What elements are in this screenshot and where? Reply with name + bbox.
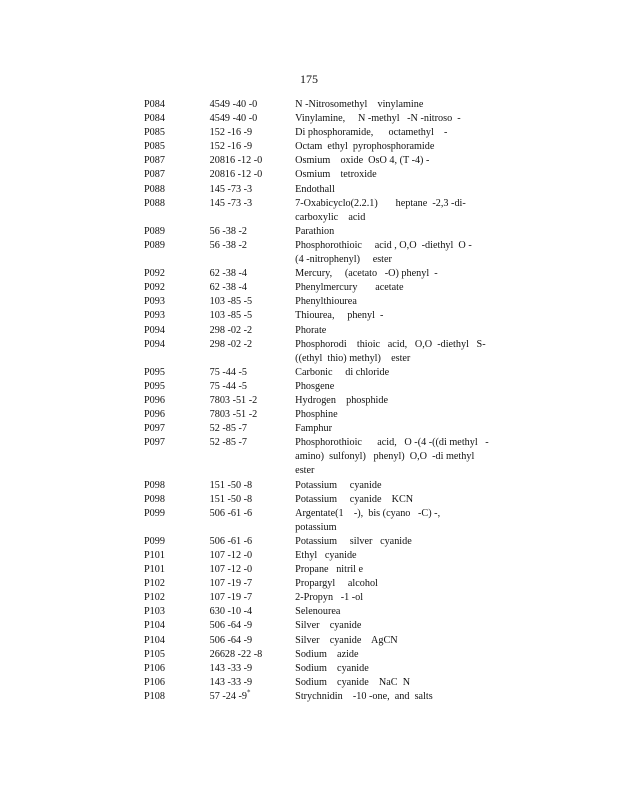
substance-name: Mercury, (acetato -O) phenyl -: [295, 268, 438, 280]
table-row: [144, 154, 504, 168]
table-row: [144, 648, 504, 662]
cas-number: 4549 -40 -0: [209, 99, 258, 110]
cas-number: 62 -38 -4: [209, 282, 247, 294]
waste-code: P105: [144, 648, 165, 660]
cas-number: 7803 -51 -2: [209, 394, 258, 406]
waste-code: P101: [144, 564, 165, 576]
waste-code: P099: [144, 535, 165, 547]
cas-number: 145 -73 -3: [209, 197, 253, 209]
table-row: [144, 619, 504, 633]
cas-number: 298 -02 -2: [209, 324, 253, 336]
table-row: [144, 183, 504, 197]
cas-number: 107 -19 -7: [209, 592, 253, 604]
cas-number: 56 -38 -2: [209, 239, 247, 251]
cas-number: 506 -64 -9: [209, 620, 253, 632]
substance-name: Propane nitril e: [295, 564, 364, 576]
cas-number: 506 -64 -9: [209, 634, 253, 646]
table-row: [144, 436, 504, 478]
table-row: [144, 324, 504, 338]
substance-name: Silver cyanide AgCN: [295, 634, 398, 646]
waste-code: P104: [144, 620, 165, 632]
table-row: [144, 112, 504, 126]
substance-name: Thiourea, phenyl -: [295, 310, 384, 322]
substance-name: Phosphine: [295, 409, 338, 421]
table-row: [144, 168, 504, 182]
waste-code: P092: [144, 282, 165, 294]
table-row: [144, 98, 504, 112]
waste-code: P092: [144, 268, 165, 280]
table-row: [144, 309, 504, 323]
table-row: [144, 126, 504, 140]
substance-name: Silver cyanide: [295, 620, 362, 632]
cas-number: 4549 -40 -0: [209, 113, 258, 125]
waste-code: P108: [144, 690, 165, 702]
cas-number: 62 -38 -4: [209, 268, 247, 280]
substance-name: Potassium silver cyanide: [295, 535, 412, 547]
cas-number: 7803 -51 -2: [209, 409, 258, 421]
substance-name: Phosgene: [295, 380, 335, 392]
waste-code: P094: [144, 338, 165, 350]
cas-number: 75 -44 -5: [209, 380, 247, 392]
cas-number: 52 -85 -7: [209, 423, 247, 435]
substance-name: Phosphorothioic acid, O -(4 -((di methyl - amino) sulfonyl) phenyl) O,O -di methyl ester: [295, 437, 489, 477]
substance-name: Selenourea: [295, 606, 341, 618]
substance-name: Endothall: [295, 183, 335, 195]
cas-number: 152 -16 -9: [209, 127, 253, 139]
waste-code: P106: [144, 676, 165, 688]
waste-code: P087: [144, 169, 165, 181]
table-row: [144, 507, 504, 535]
table-row: [144, 605, 504, 619]
substance-name: Hydrogen phosphide: [295, 394, 388, 406]
waste-code: P102: [144, 578, 165, 590]
waste-code: P089: [144, 239, 165, 251]
table-row: [144, 225, 504, 239]
table-row: [144, 295, 504, 309]
waste-code: P096: [144, 409, 165, 421]
cas-number: 152 -16 -9: [209, 141, 253, 153]
waste-code: P084: [144, 99, 165, 110]
cas-number: 52 -85 -7: [209, 437, 247, 449]
table-row: [144, 239, 504, 267]
substance-name: Osmium oxide OsO 4, (T -4) -: [295, 155, 430, 167]
waste-code: P093: [144, 310, 165, 322]
cas-number: 298 -02 -2: [209, 338, 253, 350]
cas-number: 57 -24 -9*: [209, 688, 251, 702]
waste-code: P087: [144, 155, 165, 167]
table-row: [144, 197, 504, 225]
substance-name: Argentate(1 -), bis (cyano -C) -, potassium: [295, 507, 441, 533]
waste-code: P097: [144, 437, 165, 449]
cas-number: 151 -50 -8: [209, 493, 253, 505]
cas-number: 103 -85 -5: [209, 296, 253, 308]
waste-code: P088: [144, 183, 165, 195]
cas-number: 506 -61 -6: [209, 535, 253, 547]
table-row: [144, 422, 504, 436]
substance-name: Ethyl cyanide: [295, 550, 357, 561]
table-row: [144, 366, 504, 380]
cas-number: 20816 -12 -0: [209, 155, 263, 167]
waste-code: P093: [144, 296, 165, 308]
table-row: [144, 591, 504, 605]
cas-number: 75 -44 -5: [209, 366, 247, 378]
substance-name: Sodium cyanide NaC N: [295, 676, 411, 688]
waste-code: P101: [144, 550, 165, 561]
cas-number: 506 -61 -6: [209, 507, 253, 519]
waste-code: P094: [144, 324, 165, 336]
substance-name: Phosphorothioic acid , O,O -diethyl O - (4 -nitrophenyl) ester: [295, 239, 472, 266]
table-row: [144, 408, 504, 422]
substance-name: 7-Oxabicyclo(2.2.1) heptane -2,3 -di- carboxylic acid: [295, 197, 466, 223]
table-row: [144, 140, 504, 154]
cas-number: 107 -12 -0: [209, 564, 253, 576]
substance-name: Parathion: [295, 225, 335, 237]
substance-name: Octam ethyl pyrophosphoramide: [295, 141, 435, 153]
table-row: [144, 690, 504, 704]
table-row: [144, 577, 504, 591]
substance-name: Di phosphoramide, octamethyl -: [295, 127, 448, 139]
table-row: [144, 380, 504, 394]
substance-name: Phenylmercury acetate: [295, 282, 404, 294]
table-row: [144, 549, 504, 563]
cas-number: 107 -19 -7: [209, 578, 253, 590]
table-row: [144, 493, 504, 507]
substance-name: Strychnidin -10 -one, and salts: [295, 690, 433, 702]
substance-name: Potassium cyanide: [295, 479, 382, 491]
substance-name: N -Nitrosomethyl vinylamine: [295, 99, 424, 110]
cas-number: 107 -12 -0: [209, 550, 253, 561]
waste-code: P085: [144, 127, 165, 139]
substance-name: Propargyl alcohol: [295, 578, 378, 590]
waste-code: P089: [144, 225, 165, 237]
page-number: 175: [300, 72, 318, 86]
substance-name: Vinylamine, N -methyl -N -nitroso -: [295, 113, 461, 125]
table-row: [144, 535, 504, 549]
cas-number: 20816 -12 -0: [209, 169, 263, 181]
waste-code: P099: [144, 507, 165, 519]
waste-code: P097: [144, 423, 165, 435]
table-row: [144, 662, 504, 676]
table-row: [144, 338, 504, 366]
substance-name: Osmium tetroxide: [295, 169, 377, 181]
substance-name: Phenylthiourea: [295, 296, 357, 308]
substance-name: Carbonic di chloride: [295, 366, 390, 378]
cas-number: 103 -85 -5: [209, 310, 253, 322]
waste-code: P103: [144, 606, 165, 618]
substance-name: Sodium azide: [295, 648, 359, 660]
table-row: [144, 394, 504, 408]
cas-number: 630 -10 -4: [209, 606, 253, 618]
waste-code: P095: [144, 366, 165, 378]
substance-name: Sodium cyanide: [295, 662, 369, 674]
footnote-mark: *: [247, 688, 251, 697]
cas-number: 151 -50 -8: [209, 479, 253, 491]
waste-code: P102: [144, 592, 165, 604]
waste-code: P095: [144, 380, 165, 392]
waste-code: P106: [144, 662, 165, 674]
substance-name: Phorate: [295, 324, 327, 336]
substance-name: Phosphorodi thioic acid, O,O -diethyl S- ((ethyl thio) methyl) ester: [295, 338, 486, 364]
waste-code: P085: [144, 141, 165, 153]
waste-code: P098: [144, 479, 165, 491]
table-row: [144, 563, 504, 577]
substance-name: Potassium cyanide KCN: [295, 493, 414, 505]
cas-number: 145 -73 -3: [209, 183, 253, 195]
table-row: [144, 267, 504, 281]
substance-name: 2-Propyn -1 -ol: [295, 592, 364, 604]
waste-code: P096: [144, 394, 165, 406]
waste-code: P104: [144, 634, 165, 646]
waste-code: P088: [144, 197, 165, 209]
table-row: [144, 676, 504, 690]
cas-number: 143 -33 -9: [209, 676, 253, 688]
waste-code-table: [144, 98, 504, 704]
table-row: [144, 479, 504, 493]
table-row: [144, 281, 504, 295]
table-row: [144, 634, 504, 648]
cas-number: 143 -33 -9: [209, 662, 253, 674]
substance-name: Famphur: [295, 423, 332, 435]
cas-number: 56 -38 -2: [209, 225, 247, 237]
waste-code: P084: [144, 113, 165, 125]
waste-code: P098: [144, 493, 165, 505]
cas-number: 26628 -22 -8: [209, 648, 263, 660]
